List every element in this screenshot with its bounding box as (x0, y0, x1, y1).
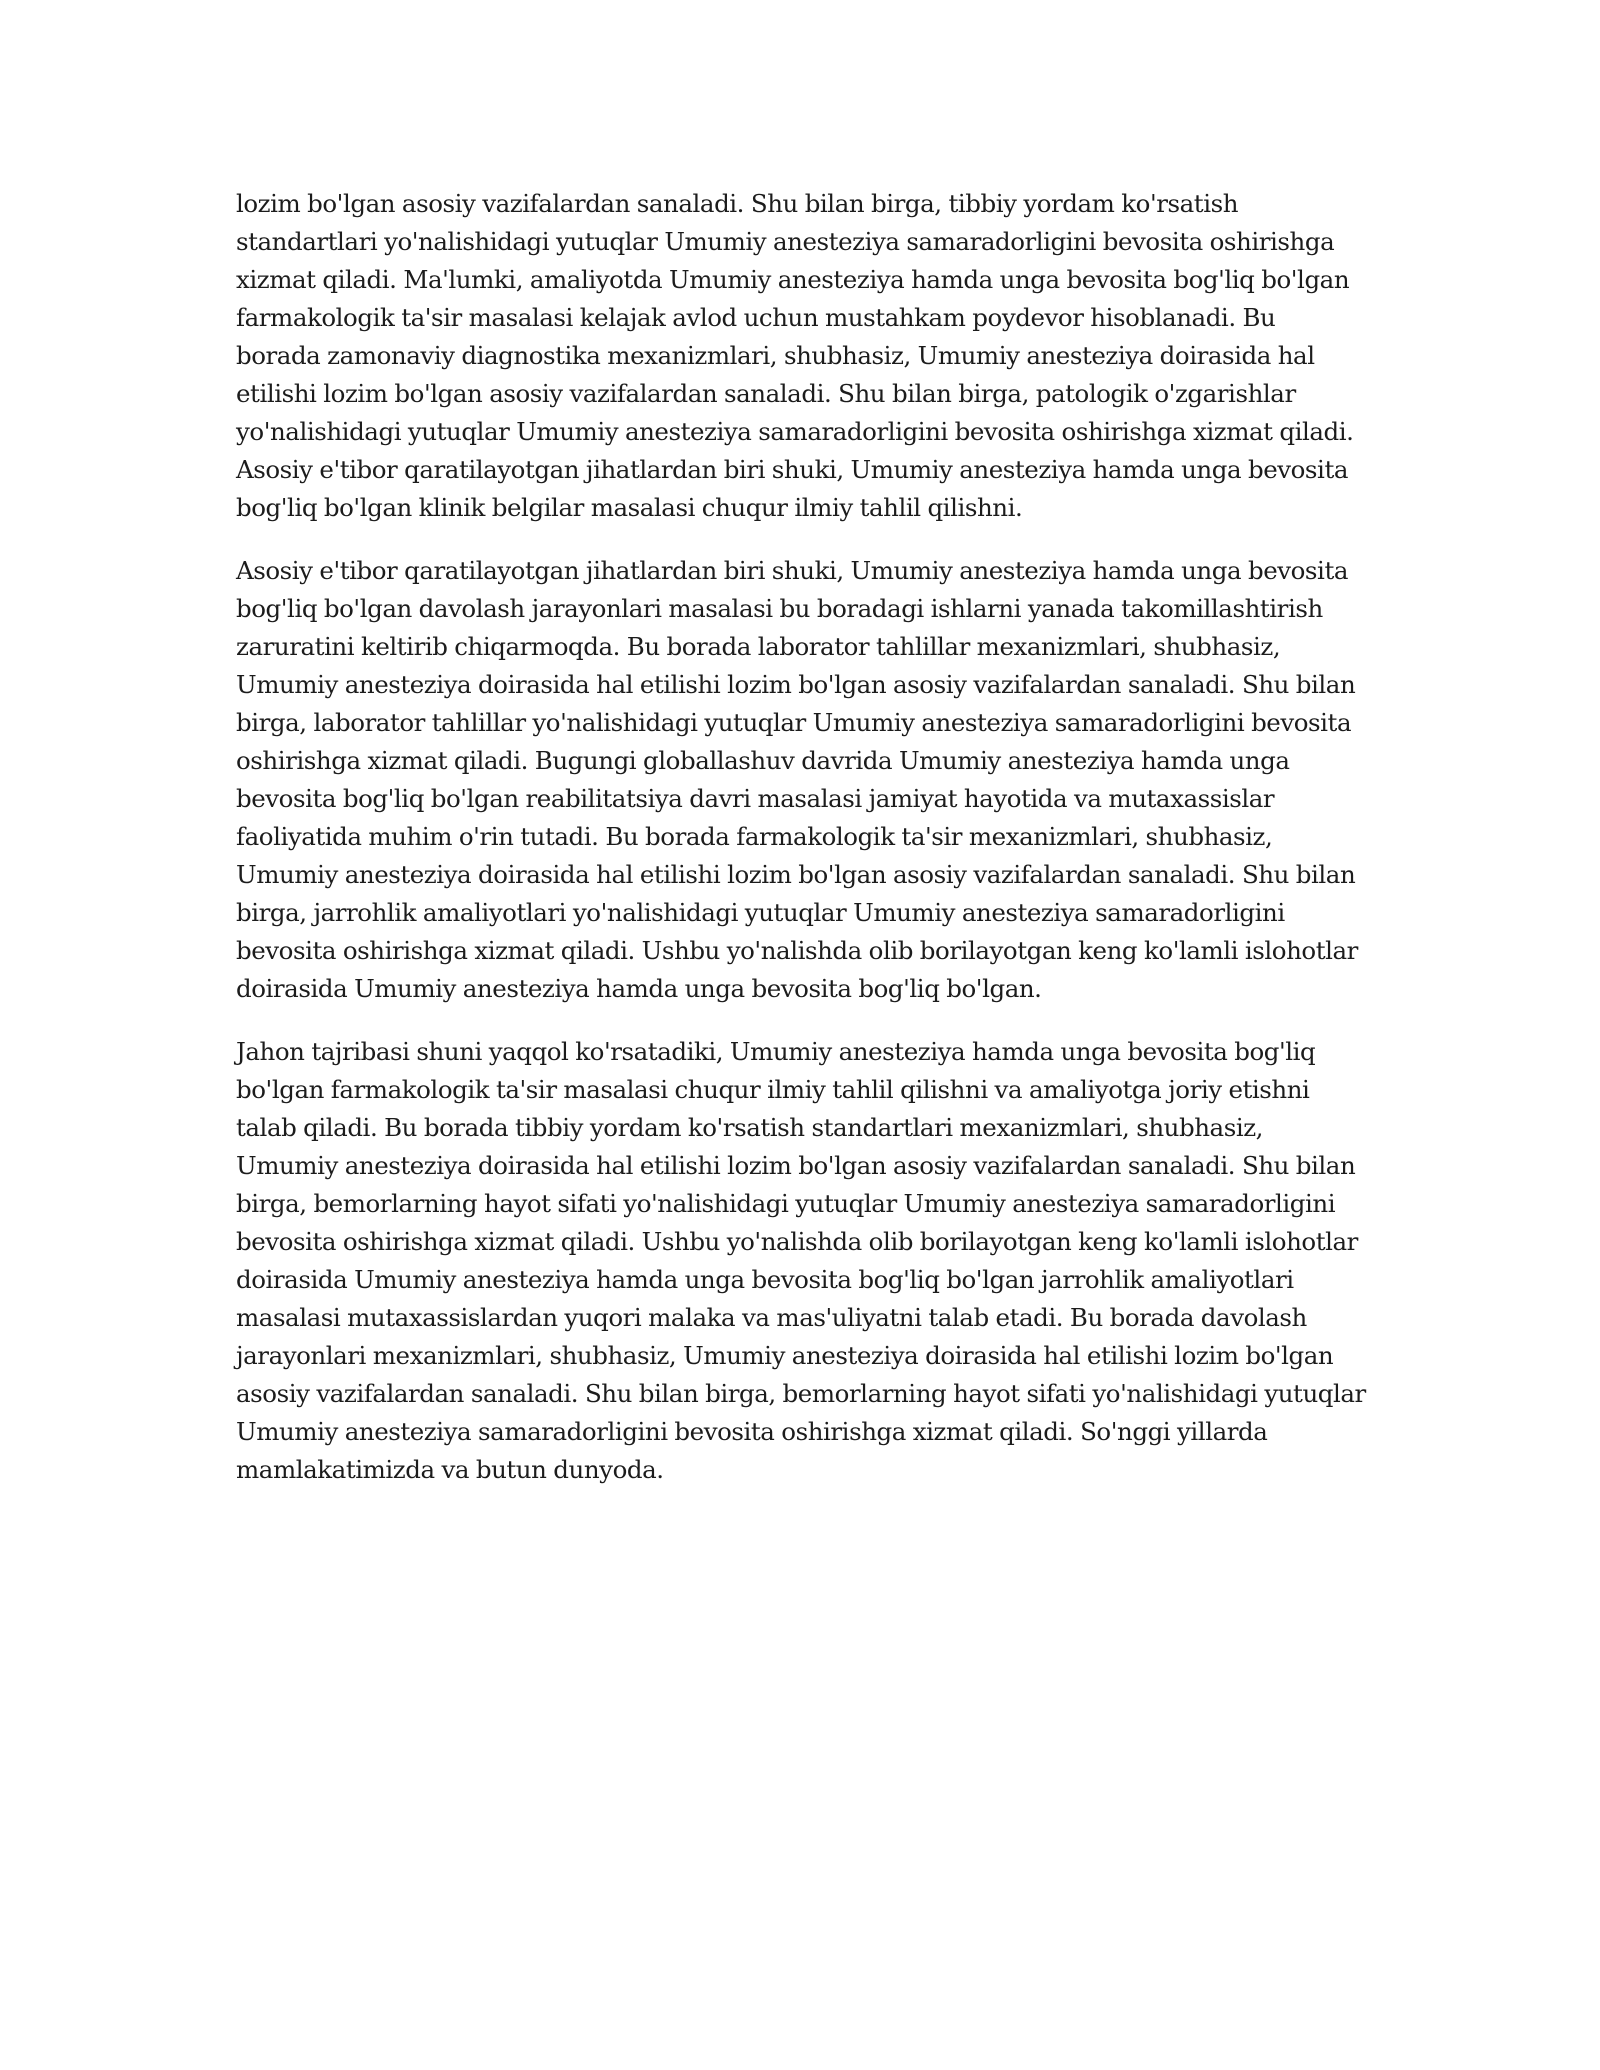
body-text (236, 185, 1366, 1514)
paragraph-2: Asosiy e'tibor qaratilayotgan jihatlardan biri shuki, Umumiy anesteziya hamda unga bevosita bog'liq bo'lgan davolash jarayonlari masalasi bu boradagi ishlarni yanada takomillashtirish zaruratini keltirib chiqarmoqda. Bu borada laborator tahlillar mexanizmlari, shubhasiz, Umumiy anesteziya doirasida hal etilishi lozim bo'lgan asosiy vazifalardan sanaladi. Shu bilan birga, laborator tahlillar yo'nalishidagi yutuqlar Umumiy anesteziya samaradorligini bevosita oshirishga xizmat qiladi. Bugungi globallashuv davrida Umumiy anesteziya hamda unga bevosita bog'liq bo'lgan reabilitatsiya davri masalasi jamiyat hayotida va mutaxassislar faoliyatida muhim o'rin tutadi. Bu borada farmakologik ta'sir mexanizmlari, shubhasiz, Umumiy anesteziya doirasida hal etilishi lozim bo'lgan asosiy vazifalardan sanaladi. Shu bilan birga, jarrohlik amaliyotlari yo'nalishidagi yutuqlar Umumiy anesteziya samaradorligini bevosita oshirishga xizmat qiladi. Ushbu yo'nalishda olib borilayotgan keng ko'lamli islohotlar doirasida Umumiy anesteziya hamda unga bevosita bog'liq bo'lgan. (236, 556, 1358, 1003)
paragraph-1: lozim bo'lgan asosiy vazifalardan sanaladi. Shu bilan birga, tibbiy yordam ko'rsatish standartlari yo'nalishidagi yutuqlar Umumiy anesteziya samaradorligini bevosita oshirishga xizmat qiladi. Ma'lumki, amaliyotda Umumiy anesteziya hamda unga bevosita bog'liq bo'lgan farmakologik ta'sir masalasi kelajak avlod uchun mustahkam poydevor hisoblanadi. Bu borada zamonaviy diagnostika mexanizmlari, shubhasiz, Umumiy anesteziya doirasida hal etilishi lozim bo'lgan asosiy vazifalardan sanaladi. Shu bilan birga, patologik o'zgarishlar yo'nalishidagi yutuqlar Umumiy anesteziya samaradorligini bevosita oshirishga xizmat qiladi. Asosiy e'tibor qaratilayotgan jihatlardan biri shuki, Umumiy anesteziya hamda unga bevosita bog'liq bo'lgan klinik belgilar masalasi chuqur ilmiy tahlil qilishni. (236, 189, 1354, 522)
paragraph-3: Jahon tajribasi shuni yaqqol ko'rsatadiki, Umumiy anesteziya hamda unga bevosita bog'liq bo'lgan farmakologik ta'sir masalasi chuqur ilmiy tahlil qilishni va amaliyotga joriy etishni talab qiladi. Bu borada tibbiy yordam ko'rsatish standartlari mexanizmlari, shubhasiz, Umumiy anesteziya doirasida hal etilishi lozim bo'lgan asosiy vazifalardan sanaladi. Shu bilan birga, bemorlarning hayot sifati yo'nalishidagi yutuqlar Umumiy anesteziya samaradorligini bevosita oshirishga xizmat qiladi. Ushbu yo'nalishda olib borilayotgan keng ko'lamli islohotlar doirasida Umumiy anesteziya hamda unga bevosita bog'liq bo'lgan jarrohlik amaliyotlari masalasi mutaxassislardan yuqori malaka va mas'uliyatni talab etadi. Bu borada davolash jarayonlari mexanizmlari, shubhasiz, Umumiy anesteziya doirasida hal etilishi lozim bo'lgan asosiy vazifalardan sanaladi. Shu bilan birga, bemorlarning hayot sifati yo'nalishidagi yutuqlar Umumiy anesteziya samaradorligini bevosita oshirishga xizmat qiladi. So'nggi yillarda mamlakatimizda va butun dunyoda. (236, 1037, 1366, 1484)
